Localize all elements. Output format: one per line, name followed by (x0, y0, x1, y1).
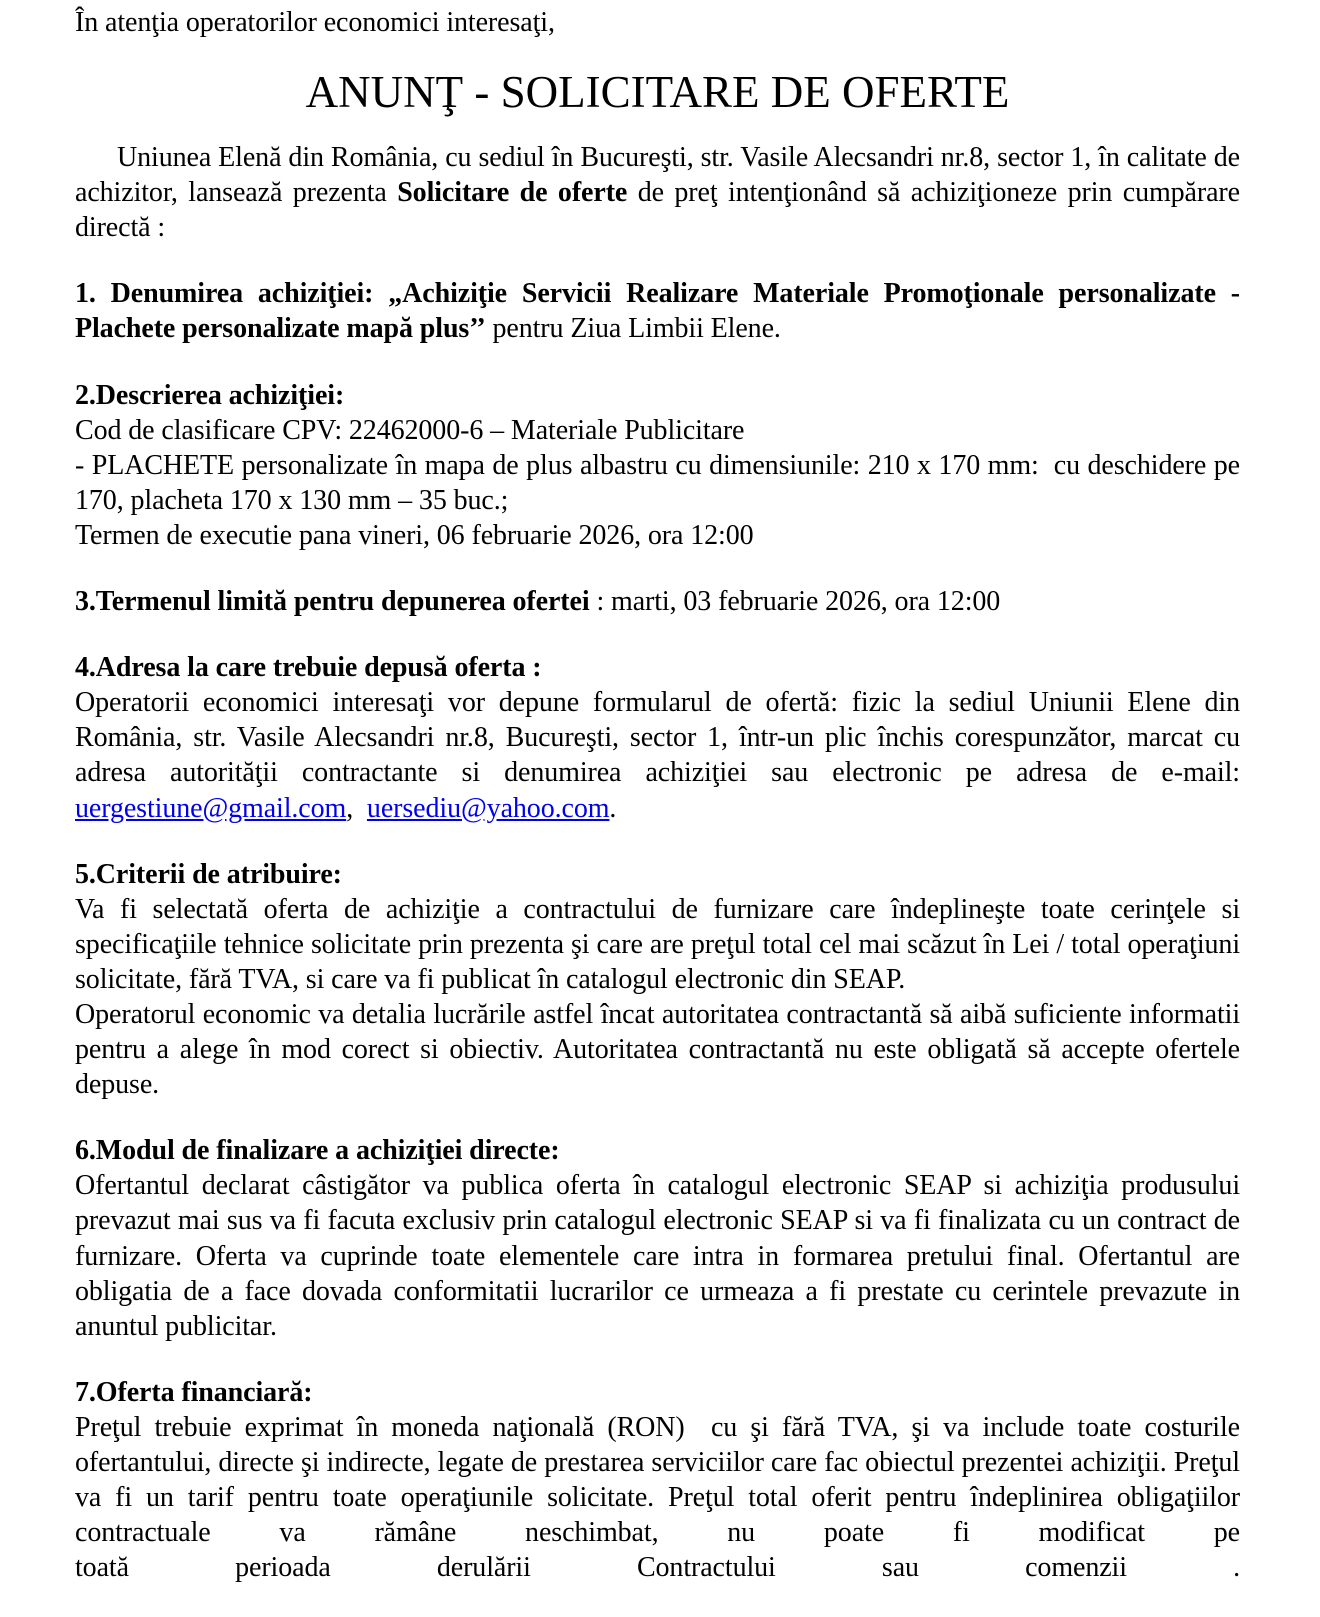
section-4-text-run: Operatorii economici interesaţi vor depune formularul de ofertă: fizic la sediul Uniunii Elene din România, str. Vasile Alecsandri nr.8, Bucureşti, sector 1, într-un plic închis corespunzător, marcat cu adresa autorităţii contractante si denumirea achiziţiei sau electronic pe adresa de e-mail: (75, 687, 1240, 789)
section-1-regular-run: pentru Ziua Limbii Elene. (485, 313, 781, 345)
section-2-heading: 2.Descrierea achiziţiei: (75, 379, 345, 411)
section-7-last-line: toată perioada derulării Contractului sau comenzii . (75, 1552, 1240, 1584)
section-5-paragraph-2: Operatorul economic va detalia lucrările astfel încat autoritatea contractantă să aibă suficiente informatii pentru a alege în mod corect si obiectiv. Autoritatea contractantă nu este obligată să accepte ofertele depuse. (75, 998, 1240, 1101)
cpv-code-line: Cod de clasificare CPV: 22462000-6 – Materiale Publicitare (75, 414, 745, 446)
email-link-uergestiune[interactable]: uergestiune@gmail.com (75, 792, 347, 824)
section-3-line (75, 584, 1240, 619)
plachete-description-paragraph: - PLACHETE personalizate în mapa de plus albastru cu dimensiunile: 210 x 170 mm: cu deschidere pe 170, placheta 170 x 130 mm – 35 buc.; (75, 449, 1240, 516)
email-link-uersediu[interactable]: uersediu@yahoo.com (366, 792, 610, 824)
section-6 (75, 1133, 1240, 1344)
salutation-line: În atenţia operatorilor economici interesaţi, (75, 7, 555, 38)
section-4 (75, 650, 1240, 825)
section-1-paragraph (75, 276, 1240, 346)
section-1-bold-run: 1. Denumirea achiziţiei: „Achiziţie Servicii Realizare Materiale Promoţionale personalizate - Plachete personalizate mapă plus’’ (75, 278, 1240, 345)
section-2 (75, 378, 1240, 553)
intro-run-1: Uniunea Elenă din România, cu sediul în Bucureşti, str. Vasile Alecsandri nr.8, sector 1, în calitate de achizitor, lansează prezenta (75, 142, 1240, 209)
section-3-regular-run: : marti, 03 februarie 2026, ora 12:00 (596, 586, 1001, 618)
intro-run-2: de preţ intenţionând să achiziţioneze prin cumpărare directă : (75, 177, 1240, 244)
section-5-paragraph-1: Va fi selectată oferta de achiziţie a contractului de furnizare care îndeplineşte toate cerinţele si specificaţiile tehnice solicitate prin prezenta şi care are preţul total cel mai scăzut în Lei / total operaţiuni solicitate, fără TVA, si care va fi publicat în catalogul electronic din SEAP. (75, 893, 1240, 995)
section-6-heading: 6.Modul de finalizare a achiziţiei directe: (75, 1135, 560, 1167)
section-4-period: . (609, 792, 617, 824)
termen-executie-line: Termen de executie pana vineri, 06 februarie 2026, ora 12:00 (75, 519, 754, 551)
section-3-bold-run: 3.Termenul limită pentru depunerea ofertei (75, 586, 597, 618)
section-5-heading: 5.Criterii de atribuire: (75, 858, 342, 890)
section-5 (75, 857, 1240, 1103)
section-6-paragraph: Ofertantul declarat câstigător va publica oferta în catalogul electronic SEAP si achiziţia produsului prevazut mai sus va fi facuta exclusiv prin catalogul electronic SEAP si va fi finalizata cu un contract de furnizare. Oferta va cuprinde toate elementele care intra in formarea pretului final. Ofertantul are obligatia de a face dovada conformitatii lucrarilor ce urmeaza a fi prestate cu cerintele prevazute in anuntul publicitar. (75, 1170, 1240, 1342)
email-separator: , (346, 792, 367, 824)
intro-paragraph (75, 140, 1240, 245)
section-7 (75, 1375, 1240, 1586)
section-4-heading: 4.Adresa la care trebuie depusă oferta : (75, 652, 542, 684)
section-4-paragraph (75, 685, 1240, 825)
section-7-paragraph: Preţul trebuie exprimat în moneda naţională (RON) cu şi fără TVA, şi va include toate costurile ofertantului, directe şi indirecte, legate de prestarea serviciilor care fac obiectul prezentei achiziţii. Preţul va fi un tarif pentru toate operaţiunile solicitate. Preţul total oferit pentru îndeplinirea obligaţiilor contractuale va rămâne neschimbat, nu poate fi modificat pe (75, 1411, 1240, 1549)
intro-run-bold: Solicitare de oferte (397, 177, 628, 209)
document-title: ANUNŢ - SOLICITARE DE OFERTE (305, 67, 1010, 118)
section-7-heading: 7.Oferta financiară: (75, 1376, 313, 1408)
